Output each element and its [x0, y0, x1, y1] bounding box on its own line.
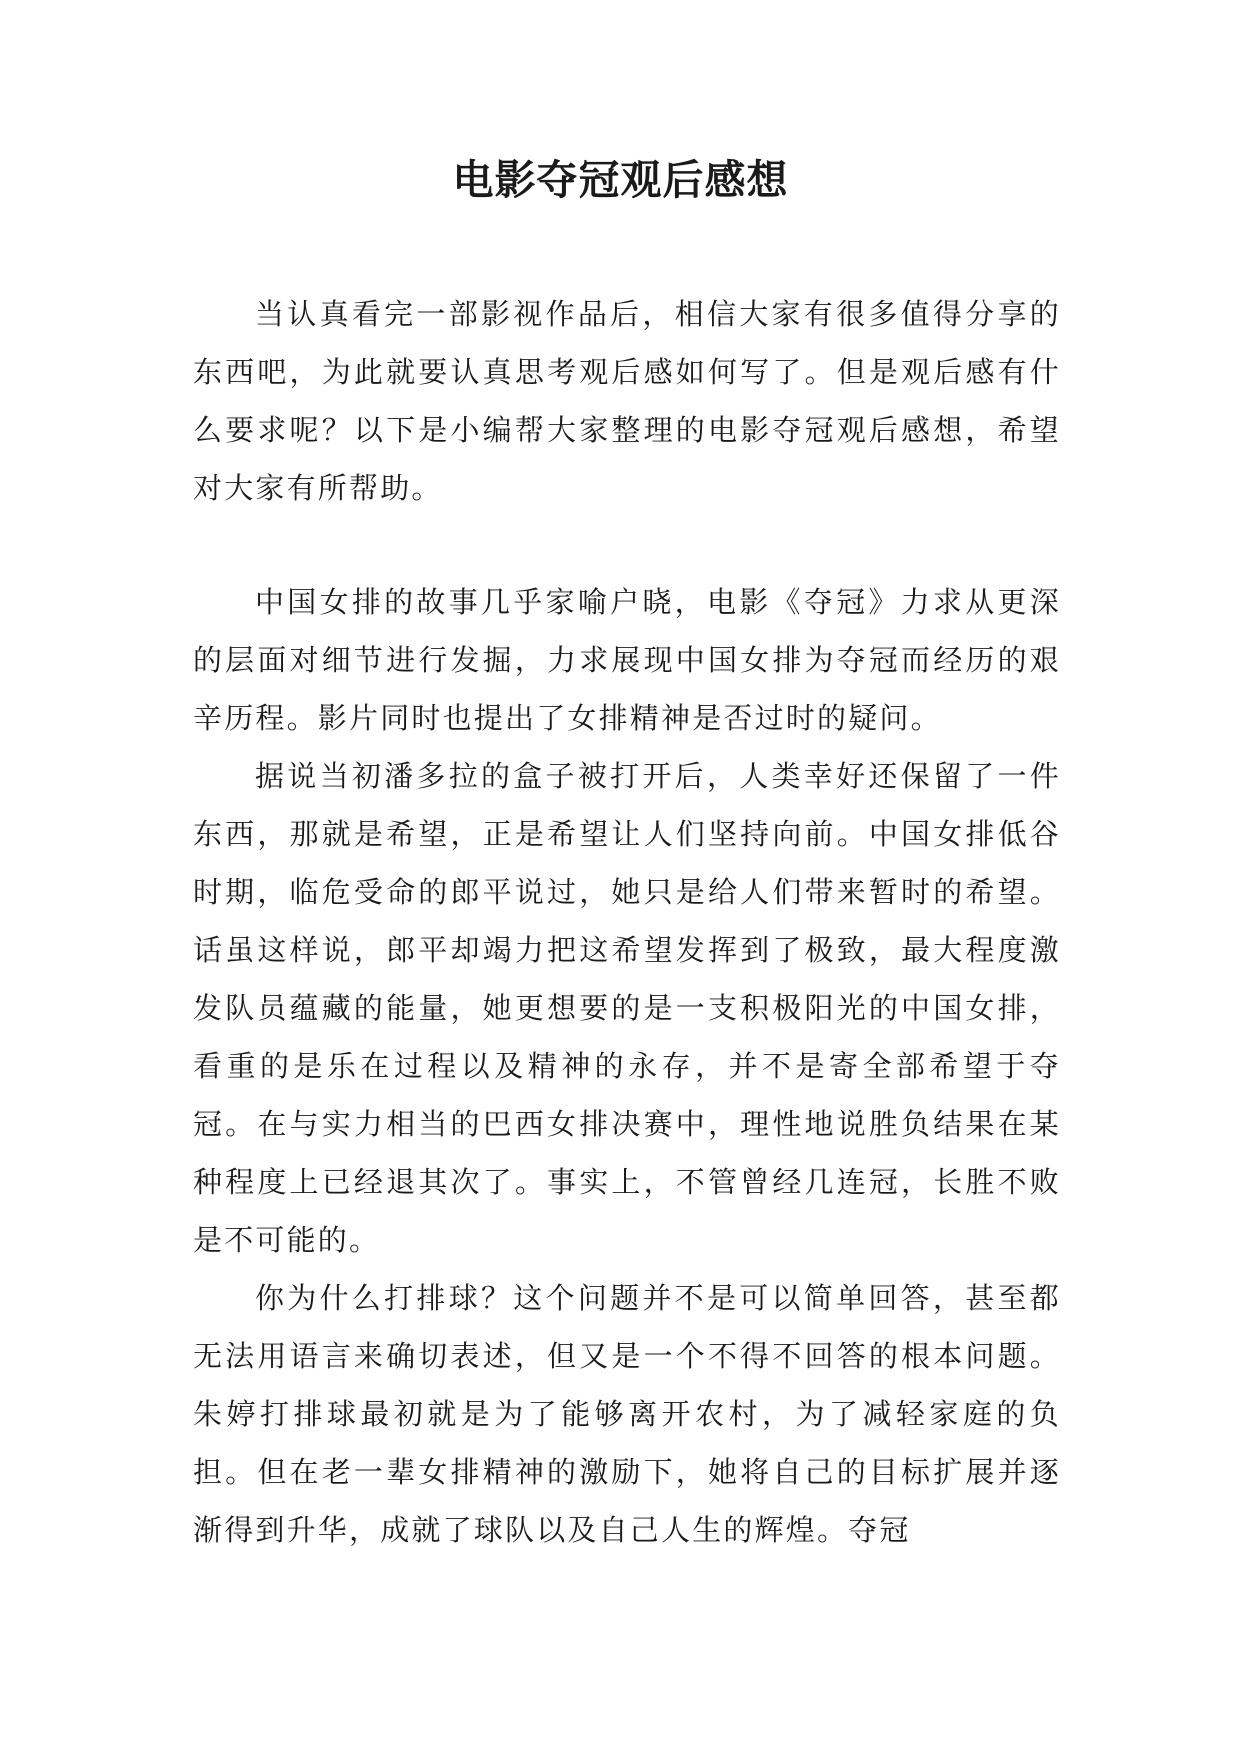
- paragraph-spacer: [193, 517, 1061, 573]
- body-paragraph-1: 中国女排的故事几乎家喻户晓，电影《夺冠》力求从更深的层面对细节进行发掘，力求展现中国女排为夺冠而经历的艰辛历程。影片同时也提出了女排精神是否过时的疑问。: [193, 585, 1061, 735]
- body-paragraph-3: 你为什么打排球？这个问题并不是可以简单回答，甚至都无法用语言来确切表述，但又是一个不得不回答的根本问题。朱婷打排球最初就是为了能够离开农村，为了减轻家庭的负担。但在老一辈女排精神的激励下，她将自己的目标扩展并逐渐得到升华，成就了球队以及自己人生的辉煌。夺冠: [193, 1281, 1061, 1547]
- intro-paragraph: 当认真看完一部影视作品后，相信大家有很多值得分享的东西吧，为此就要认真思考观后感如何写了。但是观后感有什么要求呢？以下是小编帮大家整理的电影夺冠观后感想，希望对大家有所帮助。: [193, 297, 1061, 505]
- page-title: 电影夺冠观后感想: [452, 156, 789, 204]
- body-paragraph-2: 据说当初潘多拉的盒子被打开后，人类幸好还保留了一件东西，那就是希望，正是希望让人们坚持向前。中国女排低谷时期，临危受命的郎平说过，她只是给人们带来暂时的希望。话虽这样说，郎平却竭力把这希望发挥到了极致，最大程度激发队员蕴藏的能量，她更想要的是一支积极阳光的中国女排，看重的是乐在过程以及精神的永存，并不是寄全部希望于夺冠。在与实力相当的巴西女排决赛中，理性地说胜负结果在某种程度上已经退其次了。事实上，不管曾经几连冠，长胜不败是不可能的。: [193, 759, 1061, 1257]
- document-body: [193, 285, 1061, 1559]
